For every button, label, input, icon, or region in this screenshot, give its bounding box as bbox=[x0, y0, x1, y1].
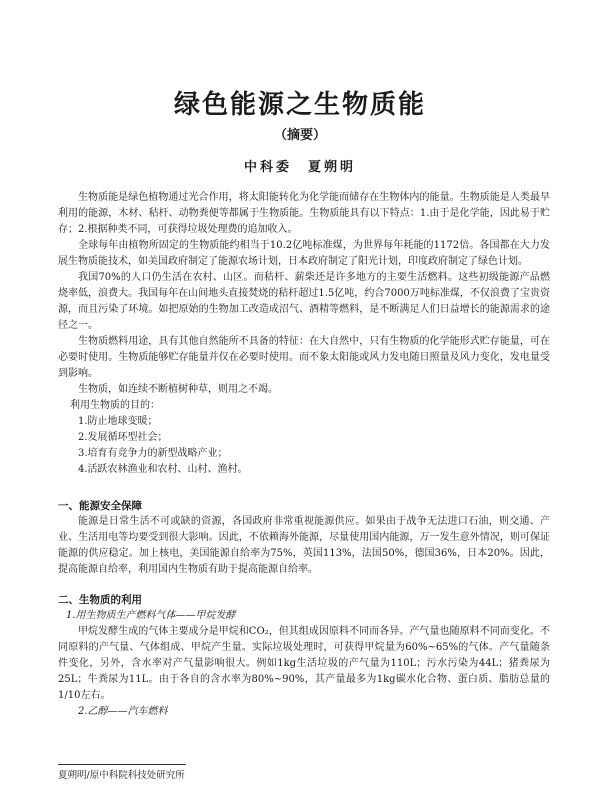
purpose-item-3: 3.培育有竞争力的新型战略产业； bbox=[78, 448, 228, 459]
document-title: 绿色能源之生物质能 bbox=[173, 90, 426, 120]
purpose-item-2: 2.发展循环型社会； bbox=[78, 432, 168, 443]
document-authors: 中科委 夏朔明 bbox=[243, 160, 356, 175]
purpose-item-4: 4.活跃农林渔业和农村、山村、渔村。 bbox=[78, 464, 248, 475]
footnote: 夏朔明/原中科院科技处研究所 bbox=[58, 770, 185, 781]
intro-paragraph-5: 生物质，如连续不断植树种草，则用之不竭。 bbox=[78, 384, 278, 395]
section2-subheading-1: 1.用生物质生产燃料气体——甲烷发酵 bbox=[66, 610, 236, 621]
section2-paragraph: 甲烷发酵生成的气体主要成分是甲烷和CO₂，但其组成因原料不同而各异。产气量也随原料不同而变化。不同原料的产气量、气体组成、甲烷产生量。实际垃圾处理时，可获得甲烷量为60%~65%的气体。产气量随条件变化，另外，含水率对产气量影响很大。例如1kg生活垃圾的产气量为110L；污水污染为44L；猪粪尿为25L；牛粪尿为11L。由于各自的含水率为80%~90%，其产量最多为1kg碳水化合物、蛋白质、脂肪总量的1/10左右。 bbox=[58, 626, 550, 701]
section1-paragraph: 能源是日常生活不可或缺的资源，各国政府非常重视能源供应。如果由于战争无法进口石油，则交通、产业、生活用电等均要受到很大影响。因此，不依赖海外能源，尽量使用国内能源，万一发生意外情况，则可保证能源的供应稳定。加上核电，美国能源自给率为75%，英国113%，法国50%，德国36%，日本20%。因此，提高能源自给率，利用国内生物质有助于提高能源自给率。 bbox=[58, 516, 550, 575]
intro-paragraph-1: 生物质能是绿色植物通过光合作用，将太阳能转化为化学能而储存在生物体内的能量。生物质能是人类最早利用的能源，木材、秸杆、动物粪便等都属于生物质能。生物质能具有以下特点：1.由于是化学能，因此易于贮存；2.根据种类不同，可获得垃圾处理费的追加收入。 bbox=[58, 192, 550, 235]
purpose-intro: 利用生物质的目的： bbox=[70, 400, 160, 411]
section2-heading: 二、生物质的利用 bbox=[58, 594, 142, 606]
intro-paragraph-3: 我国70%的人口仍生活在农村、山区。而秸杆、薪柴还是许多地方的主要生活燃料。这些初级能源产品燃烧率低，浪费大。我国每年在山间地头直接焚烧的秸杆超过1.5亿吨，约合7000万吨标准煤，不仅浪费了宝贵资源，而且污染了环境。如把原始的生物加工改造成沼气、酒精等燃料，是不断满足人们日益增长的能源需求的途径之一。 bbox=[58, 272, 550, 331]
section2-subheading-2: 2.乙醇——汽车燃料 bbox=[78, 706, 168, 717]
footnote-divider bbox=[58, 764, 186, 765]
document-subtitle: （摘要） bbox=[273, 128, 326, 143]
intro-paragraph-2: 全球每年由植物所固定的生物质能约相当于10.2亿吨标准煤，为世界每年耗能的1172倍。各国都在大力发展生物质能技术，如美国政府制定了能源农场计划，日本政府制定了阳光计划，印度政府制定了绿色计划。 bbox=[58, 240, 550, 267]
section-spacer bbox=[58, 578, 550, 592]
document-body bbox=[58, 190, 550, 720]
section1-heading: 一、能源安全保障 bbox=[58, 500, 142, 512]
section-spacer bbox=[58, 478, 550, 498]
purpose-item-1: 1.防止地球变暖； bbox=[78, 416, 158, 427]
intro-paragraph-4: 生物质燃料用途，具有其他自然能所不具备的特征：在大自然中，只有生物质的化学能形式贮存能量，可在必要时使用。生物质能够贮存能量并仅在必要时使用。而不象太阳能或风力发电随日照量及风力变化，发电量受到影响。 bbox=[58, 336, 550, 379]
